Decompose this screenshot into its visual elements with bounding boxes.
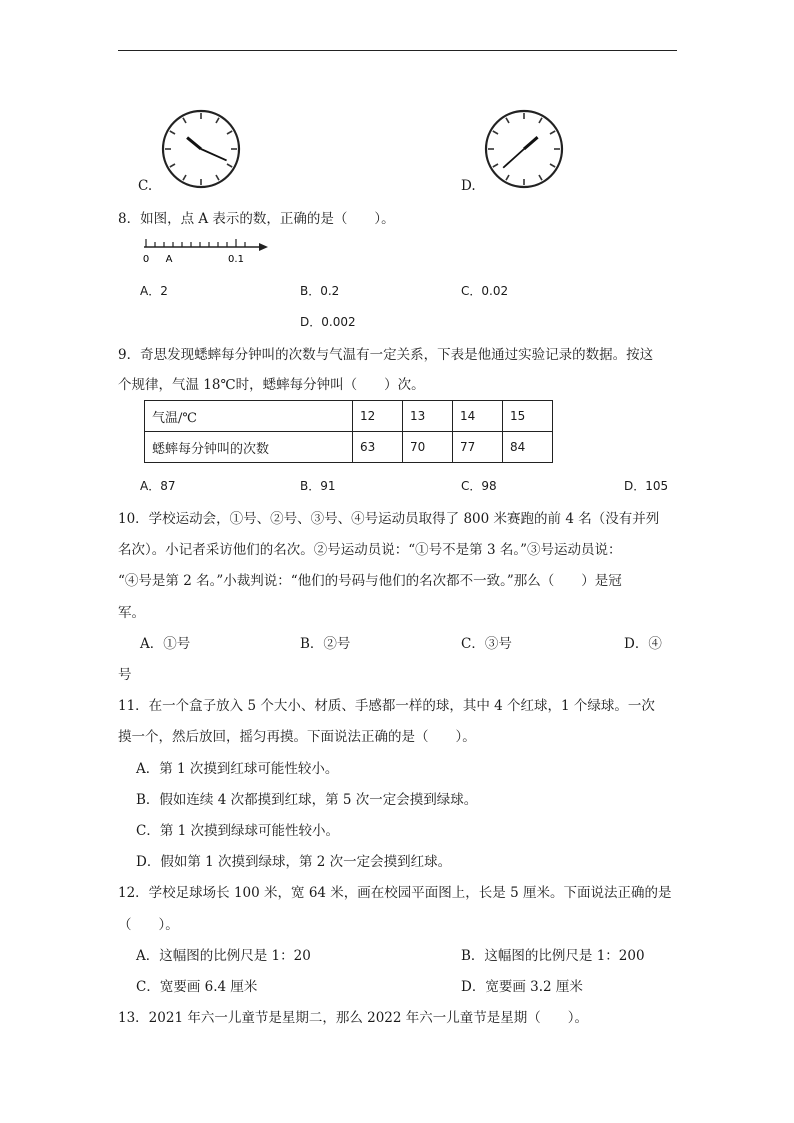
option-d-label[interactable]: D. bbox=[461, 178, 476, 194]
q10-option-d[interactable]: D．④ bbox=[624, 636, 662, 652]
table-header: 蟋蟀每分钟叫的次数 bbox=[145, 432, 353, 463]
number-line bbox=[140, 236, 270, 266]
table-cell: 70 bbox=[403, 432, 453, 463]
axis-zero-label: 0 bbox=[142, 254, 150, 265]
q10-option-d-wrap: 号 bbox=[118, 667, 132, 683]
question-9-line-1: 9．奇思发现蟋蟀每分钟叫的次数与气温有一定关系，下表是他通过实验记录的数据。按这 bbox=[118, 347, 654, 363]
question-11-line-1: 11．在一个盒子放入 5 个大小、材质、手感都一样的球，其中 4 个红球，1 个绿球。一次 bbox=[118, 698, 655, 714]
table-row bbox=[145, 401, 553, 432]
q10-option-a[interactable]: A．①号 bbox=[140, 636, 191, 652]
q10-option-c[interactable]: C．③号 bbox=[461, 636, 512, 652]
question-13-line-1: 13．2021 年六一儿童节是星期二，那么 2022 年六一儿童节是星期（ ）。 bbox=[118, 1010, 589, 1026]
q9-option-b[interactable]: B．91 bbox=[300, 479, 336, 493]
q11-option-d[interactable]: D．假如第 1 次摸到绿球，第 2 次一定会摸到红球。 bbox=[136, 854, 452, 870]
table-cell: 63 bbox=[353, 432, 403, 463]
q11-option-b[interactable]: B．假如连续 4 次都摸到红球，第 5 次一定会摸到绿球。 bbox=[136, 792, 478, 808]
clock-option-d bbox=[483, 108, 565, 190]
question-10-line-4: 军。 bbox=[118, 605, 145, 621]
question-11-line-2: 摸一个，然后放回，摇匀再摸。下面说法正确的是（ ）。 bbox=[118, 729, 476, 745]
question-8-text: 8．如图，点 A 表示的数，正确的是（ ）。 bbox=[118, 211, 395, 227]
q11-option-a[interactable]: A．第 1 次摸到红球可能性较小。 bbox=[136, 761, 339, 777]
q10-option-b[interactable]: B．②号 bbox=[300, 636, 351, 652]
table-cell: 84 bbox=[503, 432, 553, 463]
clock-option-c bbox=[160, 108, 242, 190]
temperature-table bbox=[144, 400, 553, 463]
question-12-line-1: 12．学校足球场长 100 米，宽 64 米，画在校园平面图上，长是 5 厘米。下面说法正确的是 bbox=[118, 885, 672, 901]
q9-option-c[interactable]: C．98 bbox=[461, 479, 497, 493]
question-10-line-2: 名次）。小记者采访他们的名次。②号运动员说：“①号不是第 3 名。”③号运动员说： bbox=[118, 542, 622, 558]
question-10-line-3: “④号是第 2 名。”小裁判说：“他们的号码与他们的名次都不一致。”那么（ ）是冠 bbox=[118, 573, 622, 589]
axis-point-label: A bbox=[165, 254, 173, 265]
table-row bbox=[145, 432, 553, 463]
q12-option-d[interactable]: D．宽要画 3.2 厘米 bbox=[461, 979, 583, 995]
question-9-line-2: 个规律，气温 18℃时，蟋蟀每分钟叫（ ）次。 bbox=[118, 377, 425, 393]
axis-end-label: 0.1 bbox=[228, 254, 244, 265]
q12-option-c[interactable]: C．宽要画 6.4 厘米 bbox=[136, 979, 258, 995]
table-cell: 15 bbox=[503, 401, 553, 432]
table-header: 气温/℃ bbox=[145, 401, 353, 432]
q12-option-a[interactable]: A．这幅图的比例尺是 1：20 bbox=[136, 948, 311, 964]
q12-option-b[interactable]: B．这幅图的比例尺是 1：200 bbox=[461, 948, 645, 964]
table-cell: 12 bbox=[353, 401, 403, 432]
question-12-line-2: （ ）。 bbox=[118, 917, 179, 933]
table-cell: 13 bbox=[403, 401, 453, 432]
header-rule bbox=[118, 50, 677, 51]
table-cell: 14 bbox=[453, 401, 503, 432]
q9-option-d[interactable]: D．105 bbox=[624, 479, 669, 493]
option-c-label[interactable]: C. bbox=[138, 178, 153, 194]
table-cell: 77 bbox=[453, 432, 503, 463]
q8-option-b[interactable]: B．0.2 bbox=[300, 284, 340, 298]
q8-option-c[interactable]: C．0.02 bbox=[461, 284, 509, 298]
q9-option-a[interactable]: A．87 bbox=[140, 479, 176, 493]
q8-option-d[interactable]: D．0.002 bbox=[300, 315, 356, 329]
q8-option-a[interactable]: A．2 bbox=[140, 284, 168, 298]
q11-option-c[interactable]: C．第 1 次摸到绿球可能性较小。 bbox=[136, 823, 340, 839]
question-10-line-1: 10．学校运动会，①号、②号、③号、④号运动员取得了 800 米赛跑的前 4 名（没有并列 bbox=[118, 511, 660, 527]
